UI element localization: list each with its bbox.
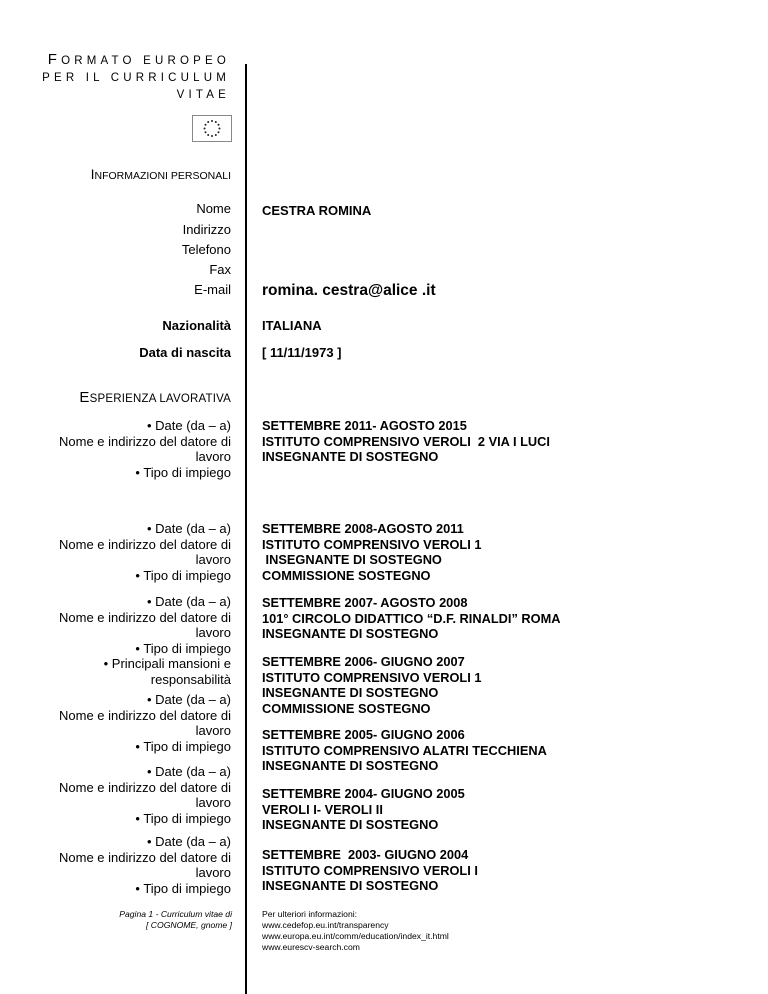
footer-links xyxy=(262,909,449,953)
experience-6-labels: • Date (da – a) Nome e indirizzo del datore di lavoro • Tipo di impiego xyxy=(59,764,231,826)
footer-left-line1: Pagina 1 - Curriculum vitae di xyxy=(119,909,232,919)
experience-5-labels: • Date (da – a) Nome e indirizzo del datore di lavoro • Tipo di impiego xyxy=(59,692,231,754)
experience-2-labels: • Date (da – a) Nome e indirizzo del datore di lavoro • Tipo di impiego xyxy=(59,521,231,583)
experience-1-labels: • Date (da – a) Nome e indirizzo del datore di lavoro • Tipo di impiego xyxy=(59,418,231,480)
nascita-value: [ 11/11/1973 ] xyxy=(262,345,342,360)
personal-info-heading: INFORMAZIONI PERSONALI xyxy=(90,166,231,182)
nazionalita-label: Nazionalità xyxy=(162,318,231,333)
experience-5-values: SETTEMBRE 2005- GIUGNO 2006 ISTITUTO COMPRENSIVO ALATRI TECCHIENA INSEGNANTE DI SOSTEGNO xyxy=(262,727,547,774)
experience-6-values: SETTEMBRE 2004- GIUGNO 2005 VEROLI I- VEROLI II INSEGNANTE DI SOSTEGNO xyxy=(262,786,465,833)
nome-value: CESTRA ROMINA xyxy=(262,203,372,218)
experience-7-values: SETTEMBRE 2003- GIUGNO 2004 ISTITUTO COMPRENSIVO VEROLI I INSEGNANTE DI SOSTEGNO xyxy=(262,847,478,894)
nome-label: Nome xyxy=(196,201,231,216)
experience-2-values: SETTEMBRE 2008-AGOSTO 2011 ISTITUTO COMPRENSIVO VEROLI 1 INSEGNANTE DI SOSTEGNO COMMISSIONE SOSTEGNO xyxy=(262,521,482,583)
vertical-divider xyxy=(245,64,247,994)
nascita-label: Data di nascita xyxy=(139,345,231,360)
footer-page-info xyxy=(0,909,232,931)
experience-3-labels: • Date (da – a) Nome e indirizzo del datore di lavoro • Tipo di impiego • Principali mansioni e responsabilità xyxy=(59,594,231,687)
experience-4-values: SETTEMBRE 2006- GIUGNO 2007 ISTITUTO COMPRENSIVO VEROLI 1 INSEGNANTE DI SOSTEGNO COMMISSIONE SOSTEGNO xyxy=(262,654,482,716)
cv-title-line1: FORMATO EUROPEO xyxy=(47,51,230,68)
footer-link-cedefop[interactable]: www.cedefop.eu.int/transparency xyxy=(262,920,389,930)
experience-3-values: SETTEMBRE 2007- AGOSTO 2008 101° CIRCOLO DIDATTICO “D.F. RINALDI” ROMA INSEGNANTE DI SOSTEGNO xyxy=(262,595,561,642)
experience-1-values: SETTEMBRE 2011- AGOSTO 2015 ISTITUTO COMPRENSIVO VEROLI 2 VIA I LUCI INSEGNANTE DI SOSTEGNO xyxy=(262,418,550,465)
email-label: E-mail xyxy=(194,282,231,297)
fax-label: Fax xyxy=(209,262,231,277)
cv-title-line2: PER IL CURRICULUM xyxy=(42,72,230,84)
eu-flag-icon xyxy=(192,115,232,142)
email-value[interactable]: romina. cestra@alice .it xyxy=(262,282,436,299)
footer-link-eurescv[interactable]: www.eurescv-search.com xyxy=(262,942,360,952)
experience-7-labels: • Date (da – a) Nome e indirizzo del datore di lavoro • Tipo di impiego xyxy=(59,834,231,896)
footer-left-line2: [ COGNOME, gnome ] xyxy=(146,920,232,930)
telefono-label: Telefono xyxy=(181,242,231,257)
footer-right-line1: Per ulteriori informazioni: xyxy=(262,909,358,919)
indirizzo-label: Indirizzo xyxy=(182,222,231,237)
footer-link-europa[interactable]: www.europa.eu.int/comm/education/index_it.html xyxy=(262,931,449,941)
experience-heading: ESPERIENZA LAVORATIVA xyxy=(79,389,231,406)
cv-title-line3: VITAE xyxy=(176,89,230,101)
nazionalita-value: ITALIANA xyxy=(262,318,322,333)
